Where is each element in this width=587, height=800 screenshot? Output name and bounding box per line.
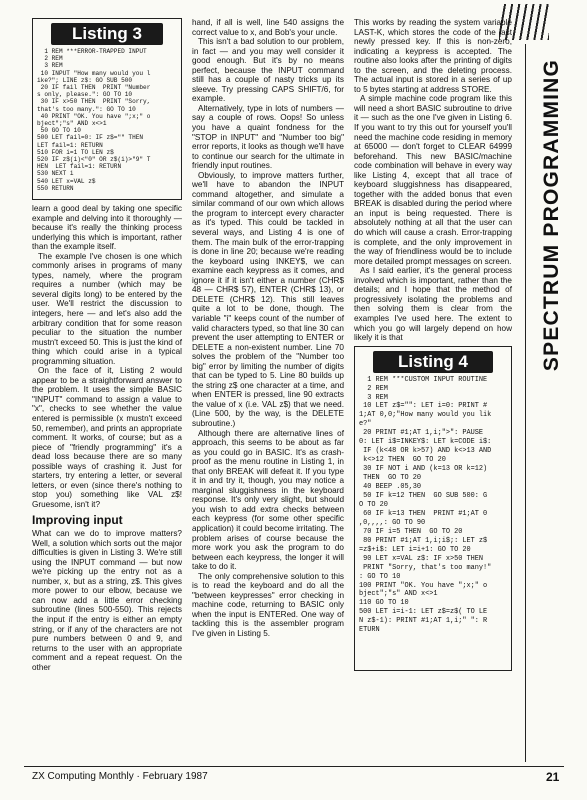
listing-3-box <box>32 18 182 200</box>
listing-3-code: 1 REM ***ERROR-TRAPPED INPUT 2 REM 3 REM 10 INPUT "How many would you l ike?"; LINE z$: GO SUB 500 20 IF fail THEN PRINT "Number s only, please.": GO TO 10 30 IF x>50 THEN PRINT "Sorry, that's too many.": GO TO 10 40 PRINT "OK. You have ";x;" o bject";"s" AND x<>1 50 GO TO 10 500 LET fail=0: IF z$="" THEN LET fail=1: RETURN 510 FOR i=1 TO LEN z$ 520 IF z$(i)<"0" OR z$(i)>"9" T HEN LET fail=1: RETURN 530 NEXT i 540 LET x=VAL z$ 550 RETURN <box>37 48 151 192</box>
paragraph: On the face of it, Listing 2 would appear to be a straightforward answer to the problem. It uses the simple BASIC "INPUT" command to assign a value to "x", checks to see whether the value entered is permissible (x mustn't exceed 50, remember), and prints an appropriate comment. It works, of course; but as a piece of "friendly programming" it's a dead loss because there are so many possible ways of crashing it. Just for starters, try entering a letter, or several letters, or even (since there's nothing to stop you) something like VAL z$! Gruesome, isn't it? <box>32 366 182 509</box>
page-number: 21 <box>546 770 560 784</box>
paragraph: Obviously, to improve matters further, we'll have to abandon the INPUT command altogether, and simulate a similar command of our own which allows the program to intercept every character as it's typed. This could be tackled in several ways, and Listing 4 is one of them. The main bulk of the error-trapping is done in line 20; because we're reading the keyboard using INKEY$, we can examine each keypress as it comes, and ignore it if it isn't either a number (CHR$ 48 — CHR$ 57), ENTER (CHR$ 13), or DELETE (CHR$ 12). This still leaves quite a lot to be done, though. The variable "i" keeps count of the number of valid characters typed, so that line 30 can prevent the user attempting to ENTER or DELETE a non-existent number. Line 70 solves the problem of the "Number too big" error by limiting the number of digits that can be typed to 5. Line 80 builds up the string z$ one character at a time, and when ENTER is pressed, line 90 extracts the value of x (i.e. VAL z$) that we need. (Line 500, by the way, is the DELETE subroutine.) <box>192 170 344 428</box>
listing-4-title: Listing 4 <box>373 351 493 373</box>
paragraph: Alternatively, type in lots of numbers — say a couple of rows. Oops! So unless you have a quaint fondness for the "STOP in INPUT" and "Number too big" error reports, it looks as though we'll have to continue our search for the ultimate in friendly input routines. <box>192 103 344 171</box>
column-2 <box>192 18 344 639</box>
column-1 <box>32 18 182 672</box>
column-3 <box>354 18 512 671</box>
paragraph: learn a good deal by taking one specific example and delving into it thoroughly — because it's really the thinking process underlying this which is important, rather than the example itself. <box>32 204 182 252</box>
paragraph: As I said earlier, it's the general process involved which is important, rather than the details; and I hope that the method of progressively isolating the problems and then solving them is clear from the examples I've used here. The extent to which you go will largely depend on how likely it is that <box>354 266 512 343</box>
paragraph: Although there are alternative lines of approach, this seems to be about as far as you could go in BASIC. It's as crash-proof as the menu routine in Listing 1, in that only BREAK will defeat it. If you type it in and try it, though, you may notice a marginal sluggishness in the keyboard response. It's only very slight, but should you wish to add extra checks between each keypress (for some other specific application) it could become irritating. The problem arises of course because the more work you ask the program to do between each keypress, the longer it will take to do it. <box>192 428 344 572</box>
side-divider <box>525 44 526 762</box>
paragraph: The example I've chosen is one which commonly arises in programs of many types, namely, where the program requires a number (which may be several digits long) to be entered by the user. We'll restrict the discussion to integers, here — and let's also add the arbitrary condition that for some reason peculiar to the situation the number mustn't exceed 50. This is just the kind of thing which could arise in a typical programming situation. <box>32 251 182 366</box>
paragraph: What can we do to improve matters? Well, a solution which sorts out the major difficulties is given in Listing 3. We're still using the INPUT command — but now we're picking up the entry not as a number, x, but as a string, z$. This gives more power to our elbow, because we can now add a little error checking subroutine (lines 500-550). This rejects the input if the entry is either an empty string, or if any of the characters are not pure numbers between 0 and 9, and returns to the user with an appropriate comment and a repeat request. On the other <box>32 529 182 672</box>
paragraph: This works by reading the system variable LAST-K, which stores the code of the last newly pressed key. If this is non-zero, indicating a keypress is accepted. The routine also looks after the printing of digits to the screen, and the deleting process. The actual input is stored in a series of up to 5 bytes starting at address STORE. <box>354 18 512 94</box>
paragraph: The only comprehensive solution to this is to read the keyboard and do all the "between keypresses" error checking in machine code, returning to BASIC only when the input is ENTERed. One way of tackling this is the assembler program I've given in Listing 5. <box>192 571 344 638</box>
paragraph: This isn't a bad solution to our problem, in fact — and you may well consider it good enough. But it's by no means perfect, because the INPUT command still has a couple of nasty tricks up its sleeve. Try pressing CAPS SHIFT/6, for example. <box>192 37 344 104</box>
paragraph: A simple machine code program like this will need a short BASIC subroutine to drive it — such as the one I've given in Listing 6. If you want to try this out for yourself you'll need the machine code residing in memory at 65000 — don't forget to CLEAR 64999 beforehand. This new BASIC/machine code combination will behave in every way like Listing 4, except that all trace of keyboard sluggishness has disappeared, together with the added bonus that even BREAK is disabled during the period where an input is being requested. There is absolutely nothing at all that the user can do which will cause a crash. Error-trapping is complete, and the only improvement in the way of friendliness would be to include more detailed prompt messages on screen. <box>354 94 512 266</box>
paragraph: hand, if all is well, line 540 assigns the correct value to x, and Bob's your uncle. <box>192 18 344 37</box>
footer-divider <box>24 766 564 767</box>
listing-4-box <box>354 346 512 671</box>
footer-publication: ZX Computing Monthly · February 1987 <box>32 771 208 782</box>
listing-3-title: Listing 3 <box>51 23 163 45</box>
section-heading: Improving input <box>32 512 123 527</box>
section-title-vertical: SPECTRUM PROGRAMMING <box>540 58 563 372</box>
listing-4-code: 1 REM ***CUSTOM INPUT ROUTINE 2 REM 3 REM 10 LET z$="": LET i=0: PRINT # 1;AT 0,0;"How many would you lik e?" 20 PRINT #1;AT 1,i;">": PAUSE 0: LET i$=INKEY$: LET k=CODE i$: IF (k<48 OR k>57) AND k<>13 AND k<>12 THEN GO TO 20 30 IF NOT i AND (k=13 OR k=12) THEN GO TO 20 40 BEEP .05,30 50 IF k=12 THEN GO SUB 500: G O TO 20 60 IF k=13 THEN PRINT #1;AT 0 ,0,,,,: GO TO 90 70 IF i=5 THEN GO TO 20 80 PRINT #1;AT 1,i;i$;: LET z$ =z$+i$: LET i=i+1: GO TO 20 90 LET x=VAL z$: IF x>50 THEN PRINT "Sorry, that's too many!" : GO TO 10 100 PRINT "OK. You have ";x;" o bject";"s" AND x<>1 110 GO TO 10 500 LET i=i-1: LET z$=z$( TO LE N z$-1): PRINT #1;AT 1,i;" ": R ETURN <box>359 375 492 635</box>
